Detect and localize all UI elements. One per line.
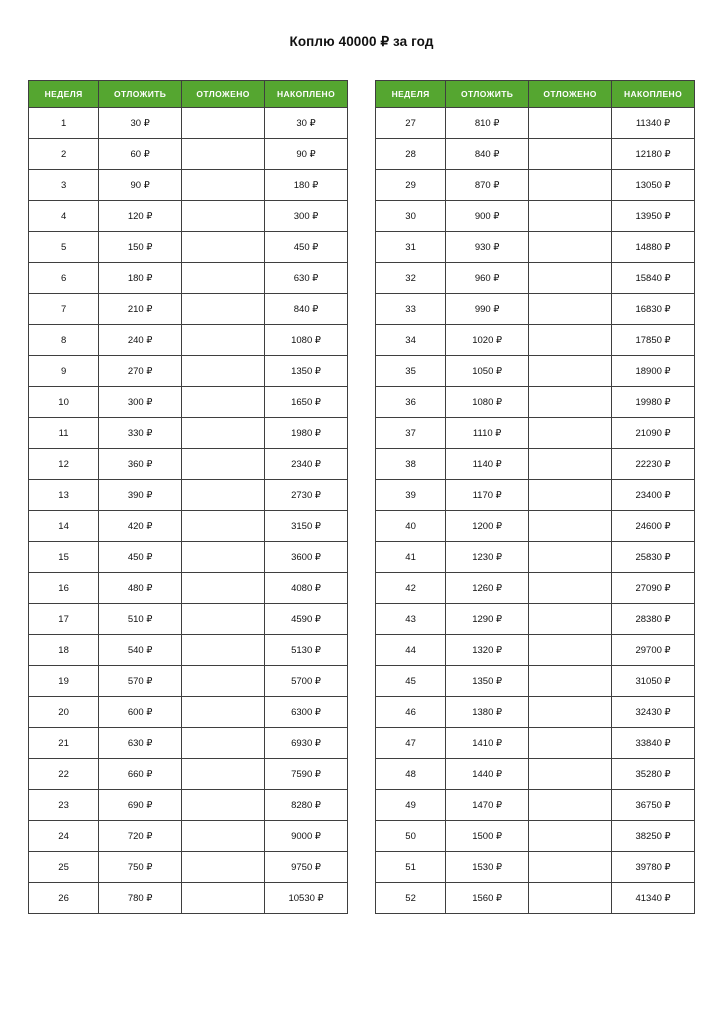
table-row: [29, 480, 348, 511]
cell-to-save: 120 ₽: [99, 201, 182, 232]
table-row: [376, 139, 695, 170]
cell-saved[interactable]: [182, 542, 265, 573]
cell-to-save: 1230 ₽: [446, 542, 529, 573]
cell-to-save: 300 ₽: [99, 387, 182, 418]
cell-accumulated: 8280 ₽: [265, 790, 348, 821]
cell-week: 18: [29, 635, 99, 666]
cell-to-save: 810 ₽: [446, 108, 529, 139]
cell-saved[interactable]: [182, 883, 265, 914]
cell-week: 11: [29, 418, 99, 449]
cell-week: 14: [29, 511, 99, 542]
table-row: [29, 418, 348, 449]
cell-to-save: 1410 ₽: [446, 728, 529, 759]
cell-to-save: 390 ₽: [99, 480, 182, 511]
cell-week: 13: [29, 480, 99, 511]
table-header-left: [29, 81, 348, 108]
table-row: [29, 728, 348, 759]
cell-saved[interactable]: [529, 170, 612, 201]
table-row: [29, 263, 348, 294]
cell-to-save: 1470 ₽: [446, 790, 529, 821]
cell-week: 24: [29, 821, 99, 852]
cell-accumulated: 13950 ₽: [612, 201, 695, 232]
cell-saved[interactable]: [182, 573, 265, 604]
cell-week: 52: [376, 883, 446, 914]
cell-to-save: 1170 ₽: [446, 480, 529, 511]
cell-week: 33: [376, 294, 446, 325]
cell-accumulated: 38250 ₽: [612, 821, 695, 852]
cell-accumulated: 630 ₽: [265, 263, 348, 294]
cell-week: 9: [29, 356, 99, 387]
cell-to-save: 1530 ₽: [446, 852, 529, 883]
cell-saved[interactable]: [529, 728, 612, 759]
cell-week: 32: [376, 263, 446, 294]
cell-accumulated: 41340 ₽: [612, 883, 695, 914]
cell-accumulated: 11340 ₽: [612, 108, 695, 139]
cell-saved[interactable]: [529, 635, 612, 666]
cell-to-save: 900 ₽: [446, 201, 529, 232]
cell-saved[interactable]: [529, 883, 612, 914]
cell-to-save: 540 ₽: [99, 635, 182, 666]
table-row: [376, 790, 695, 821]
cell-to-save: 960 ₽: [446, 263, 529, 294]
table-body-right: [376, 108, 695, 914]
cell-week: 50: [376, 821, 446, 852]
cell-accumulated: 32430 ₽: [612, 697, 695, 728]
cell-to-save: 1110 ₽: [446, 418, 529, 449]
cell-saved[interactable]: [529, 697, 612, 728]
cell-accumulated: 1650 ₽: [265, 387, 348, 418]
cell-accumulated: 5700 ₽: [265, 666, 348, 697]
cell-week: 26: [29, 883, 99, 914]
cell-week: 27: [376, 108, 446, 139]
table-row: [376, 604, 695, 635]
table-body-left: [29, 108, 348, 914]
column-header-accumulated: НАКОПЛЕНО: [265, 81, 348, 108]
cell-week: 36: [376, 387, 446, 418]
cell-saved[interactable]: [182, 449, 265, 480]
cell-saved[interactable]: [182, 325, 265, 356]
cell-week: 39: [376, 480, 446, 511]
cell-saved[interactable]: [529, 263, 612, 294]
cell-week: 4: [29, 201, 99, 232]
cell-to-save: 570 ₽: [99, 666, 182, 697]
cell-accumulated: 3600 ₽: [265, 542, 348, 573]
cell-week: 7: [29, 294, 99, 325]
cell-to-save: 1560 ₽: [446, 883, 529, 914]
table-row: [29, 356, 348, 387]
cell-to-save: 870 ₽: [446, 170, 529, 201]
cell-week: 34: [376, 325, 446, 356]
cell-saved[interactable]: [182, 728, 265, 759]
cell-accumulated: 12180 ₽: [612, 139, 695, 170]
cell-week: 17: [29, 604, 99, 635]
cell-saved[interactable]: [529, 108, 612, 139]
cell-week: 35: [376, 356, 446, 387]
table-row: [376, 883, 695, 914]
cell-to-save: 270 ₽: [99, 356, 182, 387]
cell-week: 31: [376, 232, 446, 263]
cell-accumulated: 5130 ₽: [265, 635, 348, 666]
cell-saved[interactable]: [529, 387, 612, 418]
cell-saved[interactable]: [529, 666, 612, 697]
cell-accumulated: 300 ₽: [265, 201, 348, 232]
cell-week: 28: [376, 139, 446, 170]
cell-to-save: 1380 ₽: [446, 697, 529, 728]
table-row: [29, 604, 348, 635]
table-row: [376, 387, 695, 418]
cell-saved[interactable]: [182, 170, 265, 201]
savings-table-weeks-1-26: [28, 80, 348, 914]
cell-week: 41: [376, 542, 446, 573]
cell-to-save: 240 ₽: [99, 325, 182, 356]
cell-to-save: 690 ₽: [99, 790, 182, 821]
cell-saved[interactable]: [182, 294, 265, 325]
cell-saved[interactable]: [529, 511, 612, 542]
cell-saved[interactable]: [529, 542, 612, 573]
cell-saved[interactable]: [182, 108, 265, 139]
table-row: [376, 573, 695, 604]
table-row: [29, 449, 348, 480]
cell-week: 49: [376, 790, 446, 821]
cell-accumulated: 15840 ₽: [612, 263, 695, 294]
cell-week: 2: [29, 139, 99, 170]
cell-accumulated: 19980 ₽: [612, 387, 695, 418]
cell-week: 40: [376, 511, 446, 542]
cell-to-save: 1320 ₽: [446, 635, 529, 666]
cell-to-save: 720 ₽: [99, 821, 182, 852]
table-row: [376, 263, 695, 294]
table-row: [29, 294, 348, 325]
table-row: [376, 542, 695, 573]
table-row: [376, 666, 695, 697]
cell-saved[interactable]: [182, 418, 265, 449]
cell-to-save: 1260 ₽: [446, 573, 529, 604]
column-header-to-save: ОТЛОЖИТЬ: [99, 81, 182, 108]
table-row: [29, 573, 348, 604]
table-row: [376, 480, 695, 511]
cell-accumulated: 180 ₽: [265, 170, 348, 201]
table-row: [29, 325, 348, 356]
cell-saved[interactable]: [529, 294, 612, 325]
cell-saved[interactable]: [529, 418, 612, 449]
cell-saved[interactable]: [182, 356, 265, 387]
cell-to-save: 210 ₽: [99, 294, 182, 325]
cell-saved[interactable]: [529, 480, 612, 511]
table-row: [29, 759, 348, 790]
table-row: [29, 666, 348, 697]
cell-accumulated: 35280 ₽: [612, 759, 695, 790]
cell-week: 16: [29, 573, 99, 604]
cell-to-save: 750 ₽: [99, 852, 182, 883]
cell-accumulated: 24600 ₽: [612, 511, 695, 542]
cell-saved[interactable]: [182, 201, 265, 232]
cell-saved[interactable]: [529, 356, 612, 387]
cell-to-save: 1200 ₽: [446, 511, 529, 542]
cell-accumulated: 1080 ₽: [265, 325, 348, 356]
cell-saved[interactable]: [529, 790, 612, 821]
cell-saved[interactable]: [529, 821, 612, 852]
column-header-accumulated: НАКОПЛЕНО: [612, 81, 695, 108]
cell-saved[interactable]: [182, 480, 265, 511]
cell-to-save: 180 ₽: [99, 263, 182, 294]
cell-accumulated: 2730 ₽: [265, 480, 348, 511]
cell-week: 20: [29, 697, 99, 728]
cell-accumulated: 39780 ₽: [612, 852, 695, 883]
cell-saved[interactable]: [182, 604, 265, 635]
cell-week: 22: [29, 759, 99, 790]
cell-accumulated: 4080 ₽: [265, 573, 348, 604]
cell-saved[interactable]: [529, 201, 612, 232]
cell-to-save: 1140 ₽: [446, 449, 529, 480]
table-row: [29, 697, 348, 728]
cell-week: 46: [376, 697, 446, 728]
cell-saved[interactable]: [182, 821, 265, 852]
table-header-right: [376, 81, 695, 108]
cell-accumulated: 25830 ₽: [612, 542, 695, 573]
cell-saved[interactable]: [182, 697, 265, 728]
table-row: [376, 201, 695, 232]
table-row: [29, 635, 348, 666]
cell-to-save: 150 ₽: [99, 232, 182, 263]
cell-week: 48: [376, 759, 446, 790]
cell-week: 45: [376, 666, 446, 697]
cell-saved[interactable]: [182, 852, 265, 883]
cell-week: 15: [29, 542, 99, 573]
cell-to-save: 660 ₽: [99, 759, 182, 790]
cell-to-save: 90 ₽: [99, 170, 182, 201]
cell-saved[interactable]: [529, 139, 612, 170]
cell-to-save: 420 ₽: [99, 511, 182, 542]
page-title: Коплю 40000 ₽ за год: [289, 34, 434, 49]
cell-to-save: 30 ₽: [99, 108, 182, 139]
cell-accumulated: 29700 ₽: [612, 635, 695, 666]
cell-to-save: 480 ₽: [99, 573, 182, 604]
cell-accumulated: 6930 ₽: [265, 728, 348, 759]
cell-week: 5: [29, 232, 99, 263]
cell-saved[interactable]: [182, 666, 265, 697]
cell-to-save: 1080 ₽: [446, 387, 529, 418]
cell-to-save: 1020 ₽: [446, 325, 529, 356]
cell-accumulated: 9000 ₽: [265, 821, 348, 852]
cell-saved[interactable]: [182, 232, 265, 263]
column-header-to-save: ОТЛОЖИТЬ: [446, 81, 529, 108]
cell-to-save: 1050 ₽: [446, 356, 529, 387]
cell-week: 23: [29, 790, 99, 821]
cell-accumulated: 2340 ₽: [265, 449, 348, 480]
cell-saved[interactable]: [182, 635, 265, 666]
cell-accumulated: 28380 ₽: [612, 604, 695, 635]
cell-to-save: 510 ₽: [99, 604, 182, 635]
table-row: [376, 108, 695, 139]
cell-week: 19: [29, 666, 99, 697]
cell-saved[interactable]: [529, 573, 612, 604]
cell-to-save: 600 ₽: [99, 697, 182, 728]
cell-accumulated: 17850 ₽: [612, 325, 695, 356]
cell-week: 21: [29, 728, 99, 759]
cell-week: 3: [29, 170, 99, 201]
cell-saved[interactable]: [529, 325, 612, 356]
cell-accumulated: 450 ₽: [265, 232, 348, 263]
cell-accumulated: 1980 ₽: [265, 418, 348, 449]
table-row: [376, 449, 695, 480]
cell-accumulated: 3150 ₽: [265, 511, 348, 542]
cell-saved[interactable]: [529, 232, 612, 263]
column-header-week: НЕДЕЛЯ: [29, 81, 99, 108]
table-row: [29, 511, 348, 542]
table-row: [376, 852, 695, 883]
table-row: [29, 821, 348, 852]
cell-accumulated: 27090 ₽: [612, 573, 695, 604]
cell-week: 38: [376, 449, 446, 480]
table-row: [376, 325, 695, 356]
cell-accumulated: 33840 ₽: [612, 728, 695, 759]
cell-accumulated: 13050 ₽: [612, 170, 695, 201]
cell-accumulated: 9750 ₽: [265, 852, 348, 883]
cell-to-save: 360 ₽: [99, 449, 182, 480]
cell-accumulated: 6300 ₽: [265, 697, 348, 728]
cell-accumulated: 16830 ₽: [612, 294, 695, 325]
cell-saved[interactable]: [182, 759, 265, 790]
table-row: [376, 418, 695, 449]
cell-accumulated: 21090 ₽: [612, 418, 695, 449]
cell-saved[interactable]: [182, 790, 265, 821]
cell-week: 6: [29, 263, 99, 294]
cell-to-save: 630 ₽: [99, 728, 182, 759]
table-row: [29, 387, 348, 418]
cell-to-save: 780 ₽: [99, 883, 182, 914]
header-row: [376, 81, 695, 108]
cell-accumulated: 31050 ₽: [612, 666, 695, 697]
table-row: [376, 170, 695, 201]
table-row: [29, 852, 348, 883]
cell-to-save: 840 ₽: [446, 139, 529, 170]
cell-saved[interactable]: [529, 759, 612, 790]
cell-to-save: 1350 ₽: [446, 666, 529, 697]
table-row: [376, 294, 695, 325]
cell-week: 10: [29, 387, 99, 418]
table-row: [376, 356, 695, 387]
cell-week: 1: [29, 108, 99, 139]
cell-accumulated: 1350 ₽: [265, 356, 348, 387]
table-row: [376, 728, 695, 759]
cell-week: 43: [376, 604, 446, 635]
cell-to-save: 1290 ₽: [446, 604, 529, 635]
cell-week: 30: [376, 201, 446, 232]
cell-to-save: 450 ₽: [99, 542, 182, 573]
table-row: [29, 232, 348, 263]
table-row: [376, 232, 695, 263]
cell-week: 42: [376, 573, 446, 604]
cell-accumulated: 840 ₽: [265, 294, 348, 325]
cell-to-save: 1500 ₽: [446, 821, 529, 852]
cell-saved[interactable]: [182, 387, 265, 418]
column-header-week: НЕДЕЛЯ: [376, 81, 446, 108]
cell-accumulated: 10530 ₽: [265, 883, 348, 914]
table-row: [29, 170, 348, 201]
cell-saved[interactable]: [529, 852, 612, 883]
cell-week: 44: [376, 635, 446, 666]
cell-week: 37: [376, 418, 446, 449]
cell-accumulated: 22230 ₽: [612, 449, 695, 480]
cell-week: 51: [376, 852, 446, 883]
cell-accumulated: 14880 ₽: [612, 232, 695, 263]
table-row: [376, 635, 695, 666]
cell-saved[interactable]: [182, 139, 265, 170]
table-row: [29, 139, 348, 170]
tables-container: [28, 80, 695, 914]
table-row: [376, 697, 695, 728]
table-row: [29, 108, 348, 139]
cell-accumulated: 7590 ₽: [265, 759, 348, 790]
table-row: [29, 790, 348, 821]
cell-saved[interactable]: [529, 449, 612, 480]
table-row: [376, 821, 695, 852]
column-header-saved: ОТЛОЖЕНО: [182, 81, 265, 108]
cell-to-save: 60 ₽: [99, 139, 182, 170]
column-header-saved: ОТЛОЖЕНО: [529, 81, 612, 108]
cell-saved[interactable]: [182, 263, 265, 294]
cell-week: 25: [29, 852, 99, 883]
cell-to-save: 1440 ₽: [446, 759, 529, 790]
cell-saved[interactable]: [182, 511, 265, 542]
savings-table-weeks-27-52: [375, 80, 695, 914]
cell-to-save: 990 ₽: [446, 294, 529, 325]
cell-accumulated: 4590 ₽: [265, 604, 348, 635]
cell-week: 8: [29, 325, 99, 356]
cell-week: 47: [376, 728, 446, 759]
cell-accumulated: 90 ₽: [265, 139, 348, 170]
cell-accumulated: 23400 ₽: [612, 480, 695, 511]
table-row: [376, 759, 695, 790]
cell-accumulated: 30 ₽: [265, 108, 348, 139]
cell-accumulated: 36750 ₽: [612, 790, 695, 821]
cell-to-save: 930 ₽: [446, 232, 529, 263]
cell-to-save: 330 ₽: [99, 418, 182, 449]
cell-saved[interactable]: [529, 604, 612, 635]
cell-week: 12: [29, 449, 99, 480]
table-row: [29, 542, 348, 573]
table-row: [376, 511, 695, 542]
table-row: [29, 201, 348, 232]
cell-week: 29: [376, 170, 446, 201]
cell-accumulated: 18900 ₽: [612, 356, 695, 387]
header-row: [29, 81, 348, 108]
table-row: [29, 883, 348, 914]
